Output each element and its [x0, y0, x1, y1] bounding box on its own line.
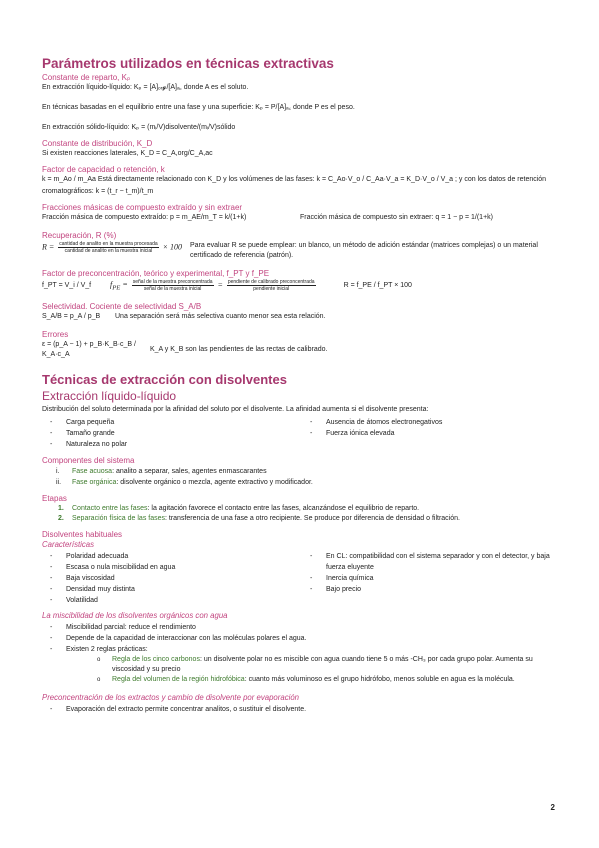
list-item [42, 655, 562, 675]
list-item: - Inercia química [302, 573, 562, 584]
list-item [42, 504, 562, 514]
heading-componentes: Componentes del sistema [42, 455, 135, 465]
list-item-text: : la agitación favorece el contacto entre las fases, alcanzándose el equilibrio de reparto. [147, 504, 420, 512]
heading-capacidad: Factor de capacidad o retención, k [42, 165, 165, 174]
list-item-label: Regla del volumen de la región hidrofóbica [112, 675, 245, 683]
list-item-label: Contacto entre las fases [72, 504, 148, 512]
text-fraccion-extraido: Fracción másica de compuesto extraído: p = m_AE/m_T = k/(1+k) [42, 214, 247, 221]
list-item [42, 514, 562, 524]
list-item: - Polaridad adecuada [42, 551, 302, 562]
text-capacidad-1: k = m_Ao / m_Aa Está directamente relacionado con K_D y los volúmenes de las fases: k = C_Ao·V_o / C_Aa·V_a = K_D·V_o / V_a ; y con los datos de retención [42, 176, 547, 183]
heading-miscibilidad: La miscibilidad de los disolventes orgánicos con agua [42, 610, 228, 620]
list-item [42, 466, 562, 477]
heading-etapas: Etapas [42, 493, 67, 503]
text-distribucion: Si existen reacciones laterales, K_D = C_A,org/C_A,ac [42, 150, 213, 157]
formula-selectividad: S_A/B = p_A / p_B [42, 312, 101, 320]
list-item-text: : transferencia de una fase a otro recipiente. Se produce por diferencia de densidad o filtración. [165, 514, 460, 522]
list-item-text: : analito a separar, sales, agentes enmascarantes [112, 467, 267, 475]
recuperacion-numerator: cantidad de analito en la muestra procesada [59, 241, 158, 247]
list-item: - Volatilidad [42, 595, 302, 606]
list-item [42, 675, 562, 685]
heading-errores: Errores [42, 329, 69, 339]
heading-distribucion: Constante de distribución, K_D [42, 139, 153, 148]
list-item-text: : un disolvente polar no es miscible con agua cuando tiene 5 o más -CH₃ por cada grupo polar. Aumenta su viscosidad y su precio [112, 655, 533, 673]
fpe-denominator-1: señal de la muestra inicial [143, 286, 202, 292]
list-item: - En CL: compatibilidad con el sistema separador y con el detector, y baja fuerza eluyente [302, 551, 562, 573]
page [42, 56, 562, 715]
heading-preconcentracion-extractos: Preconcentración de los extractos y cambio de disolvente por evaporación [42, 692, 300, 702]
list-item: - Densidad muy distinta [42, 584, 302, 595]
list-item: - Baja viscosidad [42, 573, 302, 584]
list-item: - Bajo precio [302, 584, 562, 595]
list-item-label: Fase acuosa [72, 467, 113, 475]
list-marker: 1. [58, 504, 64, 512]
list-item: - Fuerza iónica elevada [302, 428, 562, 439]
text-capacidad-2: cromatográficos: k = (t_r − t_m)/t_m [42, 188, 154, 195]
list-item-label: Regla de los cinco carbonos [112, 655, 200, 663]
list-marker: 2. [58, 514, 64, 522]
heading-fracciones: Fracciones másicas de compuesto extraído y sin extraer [42, 203, 243, 212]
list-item: - Tamaño grande [42, 428, 302, 439]
heading-reparto: Constante de reparto, Kₚ [42, 73, 131, 82]
list-item: - Ausencia de átomos electronegativos [302, 417, 562, 428]
list-marker: ii. [56, 478, 62, 486]
list-item: - Evaporación del extracto permite concentrar analitos, o sustituir el disolvente. [42, 704, 562, 715]
text-reparto-sl: En extracción sólido-líquido: Kₚ = (mᵢ/V)disolvente/(mᵢ/V)sólido [42, 124, 236, 131]
subtitle-liquido-liquido: Extracción líquido-líquido [42, 388, 177, 403]
heading-caracteristicas: Características [42, 539, 94, 549]
list-item: - Naturaleza no polar [42, 439, 302, 450]
heading-preconcentracion: Factor de preconcentración, teórico y experimental, f_PT y f_PE [42, 269, 270, 278]
formula-recuperacion: R = $\frac{\text{cantidad de analito en la muestra procesada}}{\text{cantidad de analito en la muestra inicial}}$ × 100 [42, 241, 183, 254]
list-item-text: : cuanto más voluminoso es el grupo hidrófobo, menos soluble en agua es la molécula. [244, 675, 515, 683]
recuperacion-denominator: cantidad de analito en la muestra inicial [64, 248, 153, 254]
list-item-text: : disolvente orgánico o mezcla, agente extractivo y modificador. [116, 478, 313, 486]
text-errores: K_A y K_B son las pendientes de las rectas de calibrado. [150, 345, 328, 353]
list-item: - Miscibilidad parcial: reduce el rendimiento [42, 622, 562, 633]
list-item: - Existen 2 reglas prácticas: [42, 644, 562, 655]
text-reparto-ll: En extracción líquido-líquido: Kₚ = [A]ₒᵣ𝓰/[A]ₐ꜀ donde A es el soluto. [42, 84, 249, 91]
heading-selectividad: Selectividad. Cociente de selectividad S_A/B [42, 301, 202, 311]
fpe-denominator-2: pendiente inicial [253, 286, 290, 292]
text-fraccion-sin-extraer: Fracción másica de compuesto sin extraer: q = 1 − p = 1/(1+k) [300, 214, 493, 221]
section-title-parametros: Parámetros utilizados en técnicas extractivas [42, 56, 334, 71]
text-intro: Distribución del soluto determinada por la afinidad del soluto por el disolvente. La afinidad aumenta si el disolvente presenta: [42, 405, 429, 413]
list-item-label: Fase orgánica [72, 478, 117, 486]
list-item-label: Separación física de las fases [72, 514, 165, 522]
text-reparto-eq: En técnicas basadas en el equilibrio entre una fase y una superficie: Kₚ = P/[A]ₐ꜀ donde P es el peso. [42, 104, 355, 111]
text-selectividad: Una separación será más selectiva cuanto menor sea esta relación. [115, 312, 326, 320]
list-item: - Depende de la capacidad de interaccionar con las moléculas polares el agua. [42, 633, 562, 644]
formula-fpt: f_PT = V_i / V_f [42, 282, 92, 290]
page-number: 2 [550, 803, 555, 812]
formula-fpe: $f_{PE}$ = $\frac{\text{señal de la muestra preconcentrada}}{\text{señal de la muestra inicial}}$ = $\frac{\text{pendiente de calibrado preconcentrada}}{\text{pendiente inicial}}$ [110, 279, 315, 292]
list-item: - Escasa o nula miscibilidad en agua [42, 562, 302, 573]
formula-r: R = f_PE / f_PT × 100 [343, 282, 412, 290]
fpe-numerator-2: pendiente de calibrado preconcentrada [227, 279, 315, 285]
list-item: - Carga pequeña [42, 417, 302, 428]
heading-recuperacion: Recuperación, R (%) [42, 231, 117, 240]
formula-errores: ε = (p_A − 1) + p_B·K_B·c_B / K_A·c_A [42, 340, 136, 358]
text-recuperacion: Para evaluar R se puede emplear: un blanco, un método de adición estándar (matrices complejas) o un material certificado de referencia (patrón). [190, 242, 538, 259]
list-item [42, 477, 562, 488]
heading-disolventes: Disolventes habituales [42, 529, 123, 539]
fpe-numerator-1: señal de la muestra preconcentrada [132, 279, 213, 285]
list-marker: i. [56, 467, 60, 475]
section-title-tecnicas: Técnicas de extracción con disolventes [42, 371, 287, 387]
